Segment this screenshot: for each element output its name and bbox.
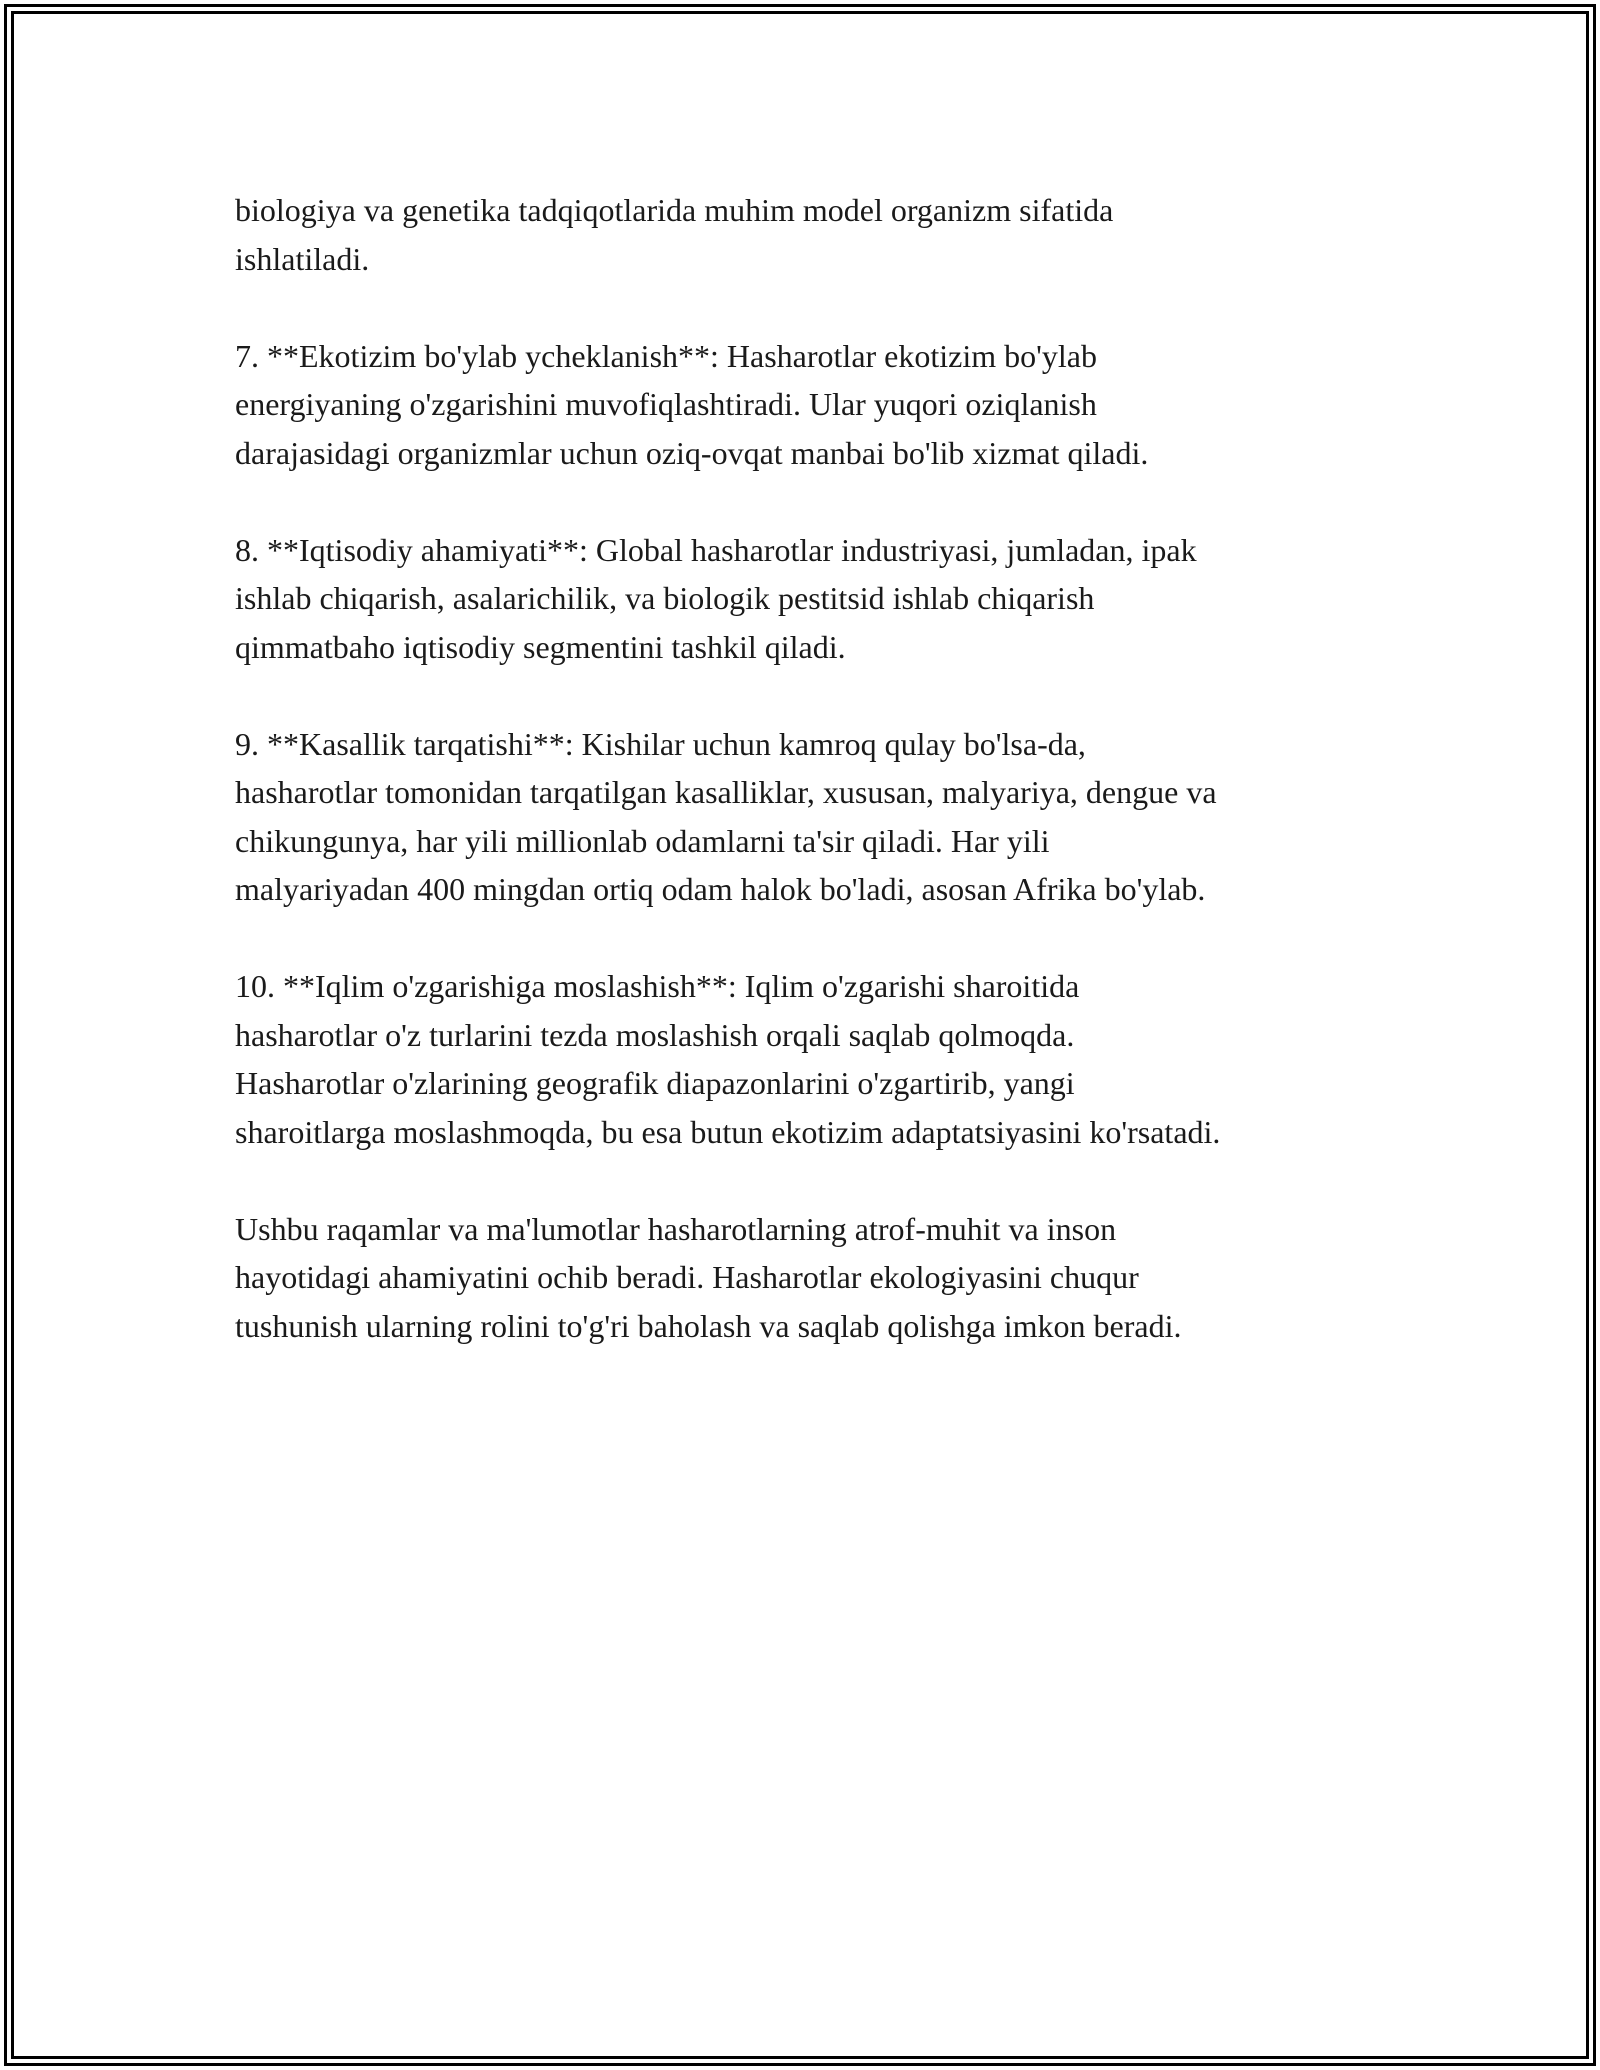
paragraph-item-8: 8. **Iqtisodiy ahamiyati**: Global hasharotlar industriyasi, jumladan, ipak ishlab chiqarish, asalarichilik, va biologik pestitsid ishlab chiqarish qimmatbaho iqtisodiy segmentini tashkil qiladi. [235, 531, 1197, 665]
paragraph-conclusion: Ushbu raqamlar va ma'lumotlar hasharotlarning atrof-muhit va inson hayotidagi ahamiyatini ochib beradi. Hasharotlar ekologiyasini chuqur tushunish ularning rolini to'g'ri baholash va saqlab qolishga imkon beradi. [235, 1210, 1182, 1344]
document-body [235, 186, 1385, 1399]
paragraph-intro-continuation: biologiya va genetika tadqiqotlarida muhim model organizm sifatida ishlatiladi. [235, 192, 1114, 277]
paragraph-item-7: 7. **Ekotizim bo'ylab ycheklanish**: Hasharotlar ekotizim bo'ylab energiyaning o'zgarishini muvofiqlashtiradi. Ular yuqori oziqlanish darajasidagi organizmlar uchun oziq-ovqat manbai bo'lib xizmat qiladi. [235, 337, 1149, 471]
paragraph-item-10: 10. **Iqlim o'zgarishiga moslashish**: Iqlim o'zgarishi sharoitida hasharotlar o'z turlarini tezda moslashish orqali saqlab qolmoqda. Hasharotlar o'zlarining geografik diapazonlarini o'zgartirib, yangi sharoitlarga moslashmoqda, bu esa butun ekotizim adaptatsiyasini ko'rsatadi. [235, 968, 1221, 1150]
paragraph-item-9: 9. **Kasallik tarqatishi**: Kishilar uchun kamroq qulay bo'lsa-da, hasharotlar tomonidan tarqatilgan kasalliklar, xususan, malyariya, dengue va chikungunya, har yili millionlab odamlarni ta'sir qiladi. Har yili malyariyadan 400 mingdan ortiq odam halok bo'ladi, asosan Afrika bo'ylab. [235, 725, 1217, 907]
